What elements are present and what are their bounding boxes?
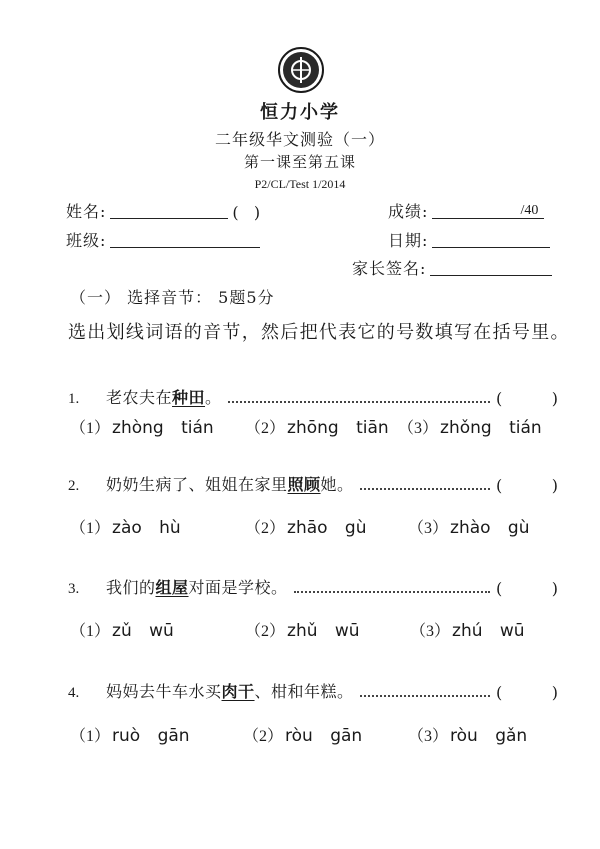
parent-signature-blank xyxy=(430,259,552,276)
question-text xyxy=(106,679,354,702)
option-pinyin: ròu gān xyxy=(285,726,363,746)
question-number: 1. xyxy=(68,391,80,407)
answer-bracket-open: ( xyxy=(496,389,503,408)
question-3 xyxy=(68,576,558,598)
question-text-after: 。 xyxy=(205,388,222,407)
answer-bracket-open: ( xyxy=(496,579,503,598)
question-text xyxy=(106,472,354,495)
question-text-before: 妈妈去牛车水买 xyxy=(106,682,222,701)
option-pinyin: zhōng tiān xyxy=(287,418,389,438)
question-1-option-1 xyxy=(70,415,214,438)
underlined-word: 种田 xyxy=(172,388,206,407)
question-number: 4. xyxy=(68,685,80,701)
option-label: （3） xyxy=(408,520,449,537)
option-label: （1） xyxy=(70,420,111,437)
question-4-option-1 xyxy=(70,723,190,746)
option-pinyin: zhòng tián xyxy=(112,418,214,438)
answer-bracket-close: ) xyxy=(551,683,558,702)
date-blank xyxy=(432,231,550,248)
question-4 xyxy=(68,680,558,702)
answer-bracket-close: ) xyxy=(551,389,558,408)
question-text-after: 她。 xyxy=(320,475,354,494)
option-pinyin: zhāo gù xyxy=(287,518,367,538)
answer-bracket-open: ( xyxy=(496,476,503,495)
name-label: 姓名: xyxy=(66,202,107,221)
question-text-before: 奶奶生病了、姐姐在家里 xyxy=(106,475,288,494)
name-paren: ( ) xyxy=(232,203,261,222)
score-total: /40 xyxy=(432,202,544,219)
option-pinyin: zhú wū xyxy=(452,621,525,641)
parent-signature-label: 家长签名: xyxy=(352,259,427,278)
section-instruction: 选出划线词语的音节，然后把代表它的号数填写在括号里。 xyxy=(68,322,570,343)
option-label: （1） xyxy=(70,728,111,745)
question-3-option-3 xyxy=(410,618,525,641)
question-1-option-3 xyxy=(398,415,542,438)
answer-bracket xyxy=(496,389,558,408)
option-pinyin: zhǒng tián xyxy=(440,418,542,438)
option-label: （2） xyxy=(245,520,286,537)
dotted-leader xyxy=(294,591,490,593)
option-label: （2） xyxy=(245,623,286,640)
question-number: 2. xyxy=(68,478,80,494)
option-label: （3） xyxy=(410,623,451,640)
question-text xyxy=(106,385,222,408)
option-pinyin: ròu gǎn xyxy=(450,726,528,746)
option-pinyin: zǔ wū xyxy=(112,621,174,641)
answer-bracket xyxy=(496,579,558,598)
answer-bracket xyxy=(496,683,558,702)
name-blank xyxy=(110,202,228,219)
test-code: P2/CL/Test 1/2014 xyxy=(254,177,346,191)
name-field-row xyxy=(66,200,260,222)
option-label: （1） xyxy=(70,623,111,640)
school-crest-icon xyxy=(277,46,325,94)
date-label: 日期: xyxy=(388,231,429,250)
option-label: （2） xyxy=(245,420,286,437)
score-label: 成绩: xyxy=(388,202,429,221)
test-title: 二年级华文测验（一） xyxy=(214,130,385,149)
class-field-row xyxy=(66,229,260,251)
option-label: （1） xyxy=(70,520,111,537)
option-pinyin: ruò gān xyxy=(112,726,190,746)
question-text-after: 对面是学校。 xyxy=(188,578,288,597)
question-4-option-3 xyxy=(408,723,527,746)
option-pinyin: zhǔ wū xyxy=(287,621,360,641)
question-text xyxy=(106,575,288,598)
question-text-after: 、柑和年糕。 xyxy=(254,682,354,701)
answer-bracket xyxy=(496,476,558,495)
dotted-leader xyxy=(360,695,490,697)
answer-bracket-open: ( xyxy=(496,683,503,702)
underlined-word: 照顾 xyxy=(287,475,321,494)
class-label: 班级: xyxy=(66,231,107,250)
parent-signature-row xyxy=(352,257,552,279)
question-4-option-2 xyxy=(243,723,362,746)
question-3-option-1 xyxy=(70,618,174,641)
date-field-row xyxy=(388,229,550,251)
question-text-before: 我们的 xyxy=(106,578,156,597)
underlined-word: 组屋 xyxy=(155,578,189,597)
answer-bracket-close: ) xyxy=(551,476,558,495)
score-field-row xyxy=(388,200,544,222)
school-name: 恒力小学 xyxy=(260,102,340,123)
question-number: 3. xyxy=(68,581,80,597)
question-1 xyxy=(68,386,558,408)
option-label: （3） xyxy=(408,728,449,745)
dotted-leader xyxy=(228,401,490,403)
question-2-option-1 xyxy=(70,515,181,538)
dotted-leader xyxy=(360,488,490,490)
question-2 xyxy=(68,473,558,495)
underlined-word: 肉干 xyxy=(221,682,255,701)
option-label: （3） xyxy=(398,420,439,437)
option-pinyin: zhào gù xyxy=(450,518,530,538)
question-2-option-3 xyxy=(408,515,530,538)
question-2-option-2 xyxy=(245,515,367,538)
section-heading: （一） 选择音节： 5题5分 xyxy=(70,288,275,307)
question-3-option-2 xyxy=(245,618,360,641)
answer-bracket-close: ) xyxy=(551,579,558,598)
question-text-before: 老农夫在 xyxy=(106,388,173,407)
lesson-range: 第一课至第五课 xyxy=(243,153,356,171)
question-1-option-2 xyxy=(245,415,389,438)
option-pinyin: zào hù xyxy=(112,518,181,538)
class-blank xyxy=(110,231,260,248)
option-label: （2） xyxy=(243,728,284,745)
